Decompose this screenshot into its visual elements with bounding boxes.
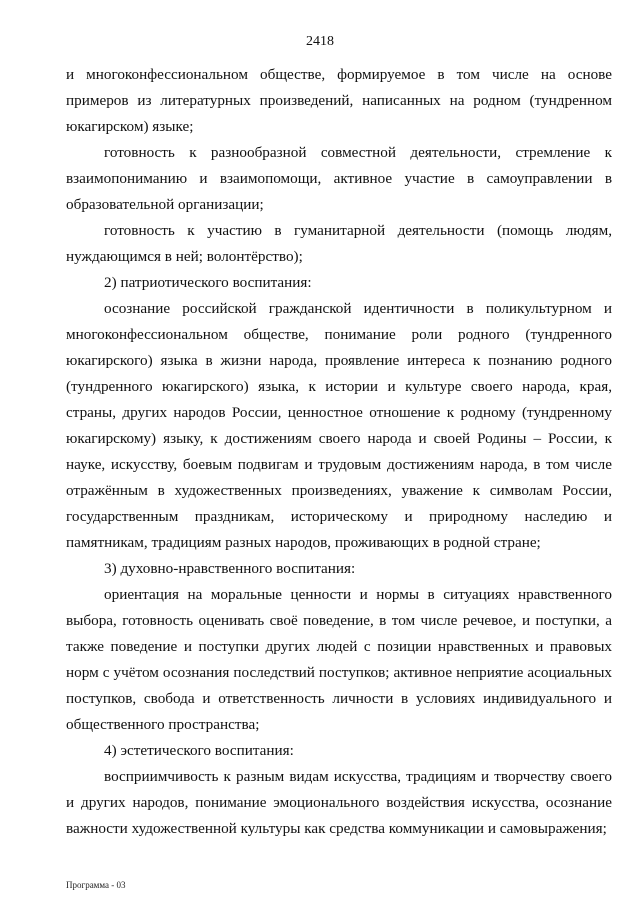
paragraph: готовность к разнообразной совместной деятельности, стремление к взаимопониманию и взаимопомощи, активное участие в самоуправлении в образовательной организации;: [66, 144, 612, 213]
page-number: 2418: [306, 34, 334, 49]
paragraph: ориентация на моральные ценности и нормы в ситуациях нравственного выбора, готовность оценивать своё поведение, в том числе речевое, и поступки, а также поведение и поступки других людей с позиции нравственных и правовых норм с учётом осознания последствий поступков; активное неприятие асоциальных поступков, свобода и ответственность личности в условиях индивидуального и общественного пространства;: [66, 586, 612, 733]
paragraph: осознание российской гражданской идентичности в поликультурном и многоконфессиональном обществе, понимание роли родного (тундренного юкагирского) языка в жизни народа, проявление интереса к познанию родного (тундренного юкагирского) языка, к истории и культуре своего народа, края, страны, других народов России, ценностное отношение к родному (тундренному юкагирскому) языку, к достижениям своего народа и своей Родины – России, к науке, искусству, боевым подвигам и трудовым достижениям народа, в том числе отражённым в художественных произведениях, уважение к символам России, государственным праздникам, историческому и природному наследию и памятникам, традициям разных народов, проживающих в родной стране;: [66, 300, 612, 551]
paragraph: восприимчивость к разным видам искусства, традициям и творчеству своего и других народов, понимание эмоционального воздействия искусства, осознание важности художественной культуры как средства коммуникации и самовыражения;: [66, 768, 612, 837]
section-heading: 2) патриотического воспитания:: [104, 274, 312, 291]
paragraph: и многоконфессиональном обществе, формируемое в том числе на основе примеров из литературных произведений, написанных на родном (тундренном юкагирском) языке;: [66, 66, 612, 135]
section-heading: 4) эстетического воспитания:: [104, 742, 294, 759]
document-body: [66, 62, 612, 842]
section-heading: 3) духовно-нравственного воспитания:: [104, 560, 356, 577]
footer-program-label: Программа - 03: [66, 880, 126, 890]
paragraph: готовность к участию в гуманитарной деятельности (помощь людям, нуждающимся в ней; волонтёрство);: [66, 222, 612, 265]
